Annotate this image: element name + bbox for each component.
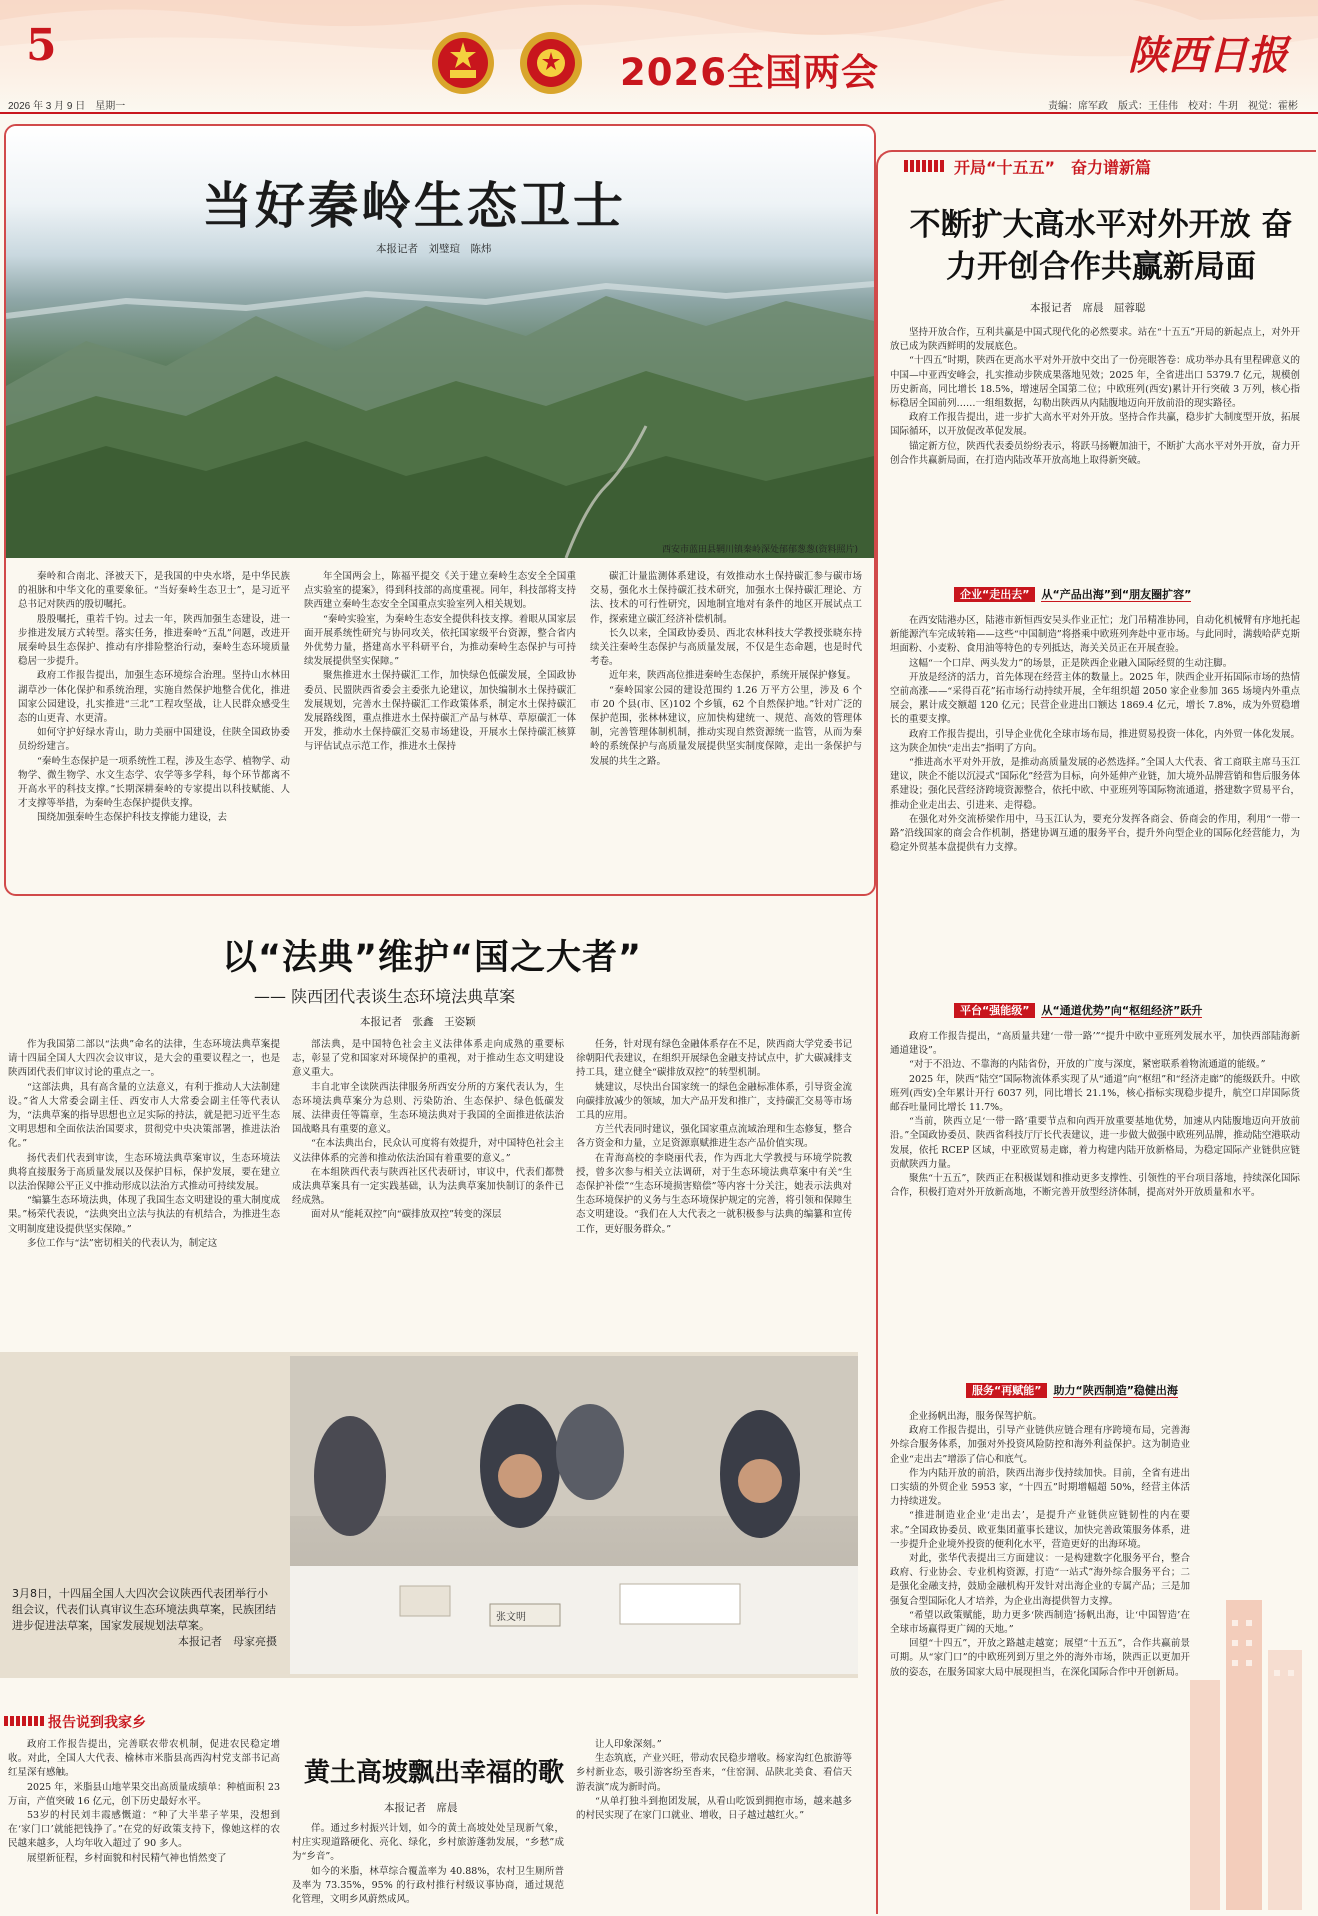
paragraph: 展望新征程，乡村面貌和村民精气神也悄然变了 [27,1852,227,1864]
paragraph: 53岁的村民刘丰霞感慨道：“种了大半辈子苹果，没想到在‘家门口’就能把钱挣了。”在党的好政策支持下，像她这样的农民越来越多，人均年收入超过了 90 多人。 [8,1810,280,1850]
paragraph: 2025 年，陕西“陆空”国际物流体系实现了从“通道”向“枢纽”和“经济走廊”的能级跃升。中欧班列(西安)全年累计开行 6037 列，同比增长 21.1%，核心指标实现稳步提升，航空口岸国际货邮吞吐量同比增长 11.7%。 [890,1073,1300,1114]
photo2-caption-text: 3月8日，十四届全国人大四次会议陕西代表团举行小组会议，代表们认真审议生态环境法典草案，民族团结进步促进法草案，国家发展规划法草案。 [12,1587,276,1632]
paragraph: 在青海高校的李晓丽代表，作为西北大学教授与环境学院教授，曾多次参与相关立法调研，对于生态环境法典草案中有关“生态保护补偿”“生态环境损害赔偿”等内容十分关注，她表示法典对生态环境保护的义务与生态环境保护规定的完善，将引领和保障生态文明建设。“我们在人大代表之一就积极参与法典的编纂和宣传工作，更好服务群众。” [576,1152,852,1235]
kicker-ornament [4,1716,44,1726]
bottom-intro-column [8,1738,280,1912]
paragraph: 如何守护好绿水青山，助力美丽中国建设，住陕全国政协委员纷纷建言。 [18,727,290,753]
paragraph: 政府工作报告提出，完善联农带农机制，促进农民稳定增收。对此，全国人大代表、榆林市米脂县高西沟村党支部书记高红星深有感触。 [8,1739,280,1779]
paragraph: “秦岭国家公园的建设范围约 1.26 万平方公里，涉及 6 个市 20 个县(市、区)102 个乡镇，62 个自然保护地。”针对广泛的保护范围，张林林建议，应加快构建统一、规范、高效的管理体制，完善管理体制机制，推动实现自然资源统一监管，从而为秦岭的系统保护与高质量发展提供坚实制度保障，走出一条保护与发展的共生之路。 [590,684,862,767]
paragraph: 生态筑底，产业兴旺，带动农民稳步增收。杨家沟红色旅游等乡村新业态，吸引游客纷至沓来，“住窑洞、品陕北美食、看信天游表演”成为新时尚。 [576,1753,852,1793]
paragraph: 碳汇计量监测体系建设，有效推动水土保持碳汇参与碳市场交易，强化水土保持碳汇技术研究，加强水土保持碳汇理论、方法、技术的可行性研究，因地制宜地对有条件的地区开展试点工作，探索建立碳汇经济补偿机制。 [590,571,862,625]
paragraph: 政府工作报告提出，加强生态环境综合治理。坚持山水林田湖草沙一体化保护和系统治理，实施自然保护地整合优化，推进国家公园建设，扎实推进“三北”工程攻坚战，让人民群众感受生态的山更青、水更清。 [18,670,290,725]
paragraph: 坚持开放合作，互利共赢是中国式现代化的必然要求。站在“十五五”开局的新起点上，对外开放已成为陕西鲜明的发展底色。 [890,327,1300,353]
paragraph: 围绕加强秦岭生态保护科技支撑能力建设，去 [37,812,228,824]
article2-column-3 [576,1038,852,1348]
editor-credits: 责编：席军政 版式：王佳伟 校对：牛玥 视觉：霍彬 [1048,101,1298,112]
paragraph: 回望“十四五”，开放之路越走越宽；展望“十五五”，合作共赢前景可期。从“家门口”的中欧班列到万里之外的海外市场，陕西正以更加开放的姿态，在服务国家大局中展现担当，在深化国际合作中开创新局。 [890,1638,1190,1678]
article2-column-1 [8,1038,280,1348]
section1-tag: 企业“走出去” [954,587,1035,602]
kicker-ornament [904,160,946,172]
issue-date: 2026 年 3 月 9 日 星期一 [8,101,126,112]
paragraph: 聚焦“十五五”，陕西正在积极谋划和推动更多支撑性、引领性的平台项目落地，持续深化国际合作，积极打造对外开放新高地，不断完善开放型经济体制，提高对外开放质量和水平。 [890,1173,1300,1199]
paragraph: “当前，陕西立足‘一带一路’重要节点和向西开放重要基地优势，加速从内陆腹地迈向开放前沿。”全国政协委员、陕西省科技厅厅长代表建议，进一步做大做强中欧班列品牌，推动陆空港联动发展，依托 RCEP 区域，中亚欧贸易走廊，着力构建内陆开放新格局，为稳定国际产业链供应链贡献陕西力量。 [890,1116,1300,1170]
paragraph: 2025 年，米脂县山地苹果交出高质量成绩单：种植面积 23 万亩，产值突破 16 亿元，创下历史最好水平。 [8,1781,280,1807]
section3-title: 助力“陕西制造”稳健出海 [1053,1384,1178,1397]
national-emblem-icon [430,30,496,96]
nameplate: 张文明 [496,1612,526,1623]
article4-column-2 [576,1738,852,1912]
paragraph: 秦岭和合南北、泽被天下，是我国的中央水塔，是中华民族的祖脉和中华文化的重要象征。“当好秦岭生态卫士”，是习近平总书记对陕西的殷切嘱托。 [18,571,290,611]
paragraph: 年全国两会上，陈福平提交《关于建立秦岭生态安全全国重点实验室的提案》，得到科技部的高度重视。同年，科技部将支持陕西建立秦岭生态安全全国重点实验室列入相关规划。 [304,571,576,611]
article2-title: 以“法典”维护“国之大者” [222,938,643,978]
qinling-landscape-photo [6,126,874,558]
paragraph: 丰自北审全读陕西法律服务所西安分所的方案代表认为，生态环境法典草案分为总则、污染防治、生态保护、绿色低碳发展、法律责任等篇章，生态环境法典对于我国的全面推进依法治国战略具有重要的意义。 [292,1081,564,1136]
photo2-caption [12,1586,277,1650]
paragraph: “编纂生态环境法典，体现了我国生态文明建设的重大制度成果。”杨荣代表说，“法典突出立法与执法的有机结合，为推进生态文明制度建设提供坚实保障。” [8,1195,280,1235]
paragraph: 多位工作与“法”密切相关的代表认为，制定这 [27,1237,218,1249]
paragraph: 面对从“能耗双控”向“碳排放双控”转变的深层 [311,1209,502,1221]
section1-body [890,614,1300,986]
article4-title: 黄土高坡飘出幸福的歌 [304,1758,565,1788]
paragraph: 政府工作报告提出，引导产业链供应链合理有序跨境布局，完善海外综合服务体系，加强对外投资风险防控和海外利益保护。这为制造业企业“走出去”增添了信心和底气。 [890,1425,1190,1465]
paragraph: 部法典，是中国特色社会主义法律体系走向成熟的重要标志，彰显了党和国家对环境保护的重视，对于推动生态文明建设意义重大。 [292,1039,564,1079]
paragraph: 在本组陕西代表与陕西社区代表研讨，审议中，代表们都赞成法典草案具有一定实践基础，认为法典草案加快制订的条件已经成熟。 [292,1166,564,1207]
page-number: 5 [26,20,57,71]
paragraph: 对此，张华代表提出三方面建议：一是构建数字化服务平台，整合政府、行业协会、专业机构资源，打造“一站式”海外综合服务平台；二是强化金融支持，鼓励金融机构开发针对出海企业的专属产品；三是加强复合型国际化人才培养，为企业出海提供智力支撑。 [890,1553,1190,1607]
article1-column-3 [590,570,862,890]
paragraph: 开放是经济的活力，首先体现在经营主体的数量上。2025 年，陕西企业开拓国际市场的热情空前高涨——“采得百花”拓市场行动持续开展，全年组织超 2050 家企业参加 365 场境内外重点展会，累计成交额超 120 亿元；民营企业进出口额达 1869.4 亿元，增长 7.8%，成为外贸稳增长的重要支撑。 [890,671,1300,726]
cppcc-emblem-icon [518,30,584,96]
paragraph: “这部法典，具有高含量的立法意义，有利于推动人大法制建设。”省人大常委会副主任、西安市人大常委会副主任等代表认为，“法典草案的指导思想也立足实际的持法，就是把习近平生态文明思想和全面依法治国要求，贯彻党中央决策部署，推进法治化。” [8,1081,280,1150]
city-skyline-illustration [1180,1560,1310,1910]
section-kicker: 报告说到我家乡 [48,1715,146,1731]
right-kicker: 开局“十五五” 奋力谱新篇 [954,158,1152,177]
paragraph: 企业扬帆出海，服务保驾护航。 [909,1411,1043,1422]
paragraph: 政府工作报告提出，“高质量共建‘一带一路’”“提升中欧中亚班列发展水平，加快西部陆海新通道建设”。 [890,1031,1300,1057]
paragraph: 任务，针对现有绿色金融体系存在不足，陕西商大学党委书记徐朝阳代表建议，在组织开展绿色金融支持试点中，扩大碳减排支持工具，建立健全“碳排放双控”的转型机制。 [576,1039,852,1079]
newspaper-logo: 陕西日报 [1128,32,1288,79]
section2-tag: 平台“强能级” [954,1003,1035,1018]
paragraph: “推进制造业企业‘走出去’，是提升产业链供应链韧性的内在要求。”全国政协委员、欧亚集团董事长建议，加快完善政策服务体系，进一步提升企业境外投资的便利化水平，营造更好的出海环境。 [890,1510,1190,1550]
article1-column-1 [18,570,290,890]
paragraph: 作为内陆开放的前沿，陕西出海步伐持续加快。目前，全省有进出口实绩的外贸企业 5953 家，“十四五”时期增幅超 50%，经营主体活力持续迸发。 [890,1467,1190,1508]
masthead-title: 2026全国两会 [620,51,879,94]
paragraph: 如今的米脂，林草综合覆盖率为 40.88%，农村卫生厕所普及率为 73.35%，95% 的行政村推行村级议事协商，通过规范化管理，文明乡风蔚然成风。 [292,1865,564,1906]
section3-banner [966,1382,1178,1398]
section3-tag: 服务“再赋能” [966,1383,1047,1398]
paragraph: “推进高水平对外开放，是推动高质量发展的必然选择。”全国人大代表、省工商联主席马玉江建议，陕企不能以沉浸式“国际化”经营为目标，向外延伸产业链，加大境外品牌营销和售后服务体系建设；强化民营经济跨境资源整合，依托中欧、中亚班列等国际物流通道，搭建数字贸易平台，推动企业走出去、引进来、走得稳。 [890,757,1300,811]
article4-byline: 本报记者 席晨 [384,1802,458,1814]
section1-banner [954,586,1191,602]
paragraph: 方兰代表同时建议，强化国家重点流域治理和生态修复，整合各方资金和力量，立足资源禀赋推进生态产品价值实现。 [576,1124,852,1150]
right-headline: 不断扩大高水平对外开放 奋力开创合作共赢新局面 [909,207,1293,285]
paragraph: 锚定新方位，陕西代表委员纷纷表示，将跃马扬鞭加油干，不断扩大高水平对外开放，奋力开创合作共赢新局面，在打造内陆改革开放高地上取得新突破。 [890,440,1300,466]
paragraph: 让人印象深刻。” [595,1739,662,1750]
paragraph: 政府工作报告提出，进一步扩大高水平对外开放。坚持合作共赢，稳步扩大制度型开放，拓展国际循环，以开放促改革促发展。 [890,412,1300,438]
meeting-scene-illustration [290,1356,858,1674]
header-divider [0,112,1318,114]
article-byline: 本报记者 刘璧瑄 陈炜 [376,243,492,255]
article2-subtitle: —— 陕西团代表谈生态环境法典草案 [254,987,516,1006]
paragraph: 扬代表们代表到审读，生态环境法典草案审议，生态环境法典将直接服务于高质量发展以及保护目标，保护发展，要在建立以法治保障公平正义中推动形成以法治方式推动可持续发展。 [8,1152,280,1193]
paragraph: 长久以来，全国政协委员、西北农林科技大学教授张晓东持续关注秦岭生态保护与高质量发展，不仅是生态命题，也是时代考卷。 [590,627,862,668]
paragraph: “从单打独斗到抱团发展，从看山吃饭到拥抱市场，越来越多的村民实现了在家门口就业、增收，日子越过越红火。” [576,1795,852,1822]
paragraph: “对于不沿边、不靠海的内陆省份，开放的广度与深度，紧密联系着物流通道的能级。” [909,1059,1266,1071]
article4-column-1 [292,1822,564,1912]
paragraph: 聚焦推进水土保持碳汇工作，加快绿色低碳发展，全国政协委员、民盟陕西省委会主委张九论建议，加快编制水土保持碳汇发展规划，完善水土保持碳汇工作政策体系，制定水土保持碳汇发展路线图，重点推进水土保持碳汇产品与林草、草原碳汇一体开发，推动水土保持碳汇交易市场建设，开展水土保持碳汇核算与评估试点示范工作，推进水土保持 [304,670,576,753]
paragraph: 作为我国第二部以“法典”命名的法律，生态环境法典草案提请十四届全国人大四次会议审议，是大会的重要议程之一，也是陕西团代表们审议讨论的重点之一。 [8,1039,280,1079]
paragraph: 近年来，陕西高位推进秦岭生态保护，系统开展保护修复。 [609,670,857,682]
right-byline: 本报记者 席晨 屈蓉聪 [1030,302,1146,314]
paragraph: “秦岭生态保护是一项系统性工程，涉及生态学、植物学、动物学、微生物学、水文生态学、农学等多学科，每个环节都离不开高水平的科技支撑。”长期深耕秦岭的专家提出以科技赋能、人才支撑等举措，为秦岭生态保护提供支撑。 [18,755,290,810]
paragraph: 姚建议，尽快出台国家统一的绿色金融标准体系，引导资金流向碳排放减少的领域，加大产品开发和推广，支持碳汇交易等市场工具的应用。 [576,1081,852,1122]
article1-column-2 [304,570,576,890]
section1-title: 从“产品出海”到“朋友圈扩容” [1041,588,1192,601]
paragraph: 在强化对外交流桥梁作用中，马玉江认为，要充分发挥各商会、侨商会的作用，利用“一带一路”沿线国家的商会合作机制，搭建协调互通的服务平台，提升外向型企业的国际化经营能力，为稳定外贸基本盘提供有力支撑。 [890,813,1300,854]
paragraph: 这幅“一个口岸、两头发力”的场景，正是陕西企业融入国际经贸的生动注脚。 [909,657,1233,669]
paragraph: 政府工作报告提出，引导企业优化全球市场布局，推进贸易投资一体化，内外贸一体化发展。这为陕企加快“走出去”指明了方向。 [890,728,1300,754]
paragraph: “十四五”时期，陕西在更高水平对外开放中交出了一份亮眼答卷：成功举办具有里程碑意义的中国—中亚西安峰会，扎实推动步陕成果落地见效；2025 年，全省进出口 5379.7 亿元，规模创历史新高，同比增长 18.5%，增速居全国第二位；中欧班列(西安)累计开行突破 3 万列，核心指标稳居全国前列……一组组数据，勾勒出陕西从内陆腹地迈向开放前沿的现实路径。 [890,355,1300,410]
paragraph: “秦岭实验室，为秦岭生态安全提供科技支撑。着眼从国家层面开展系统性研究与协同攻关，依托国家级平台资源，整合省内外优势力量，搭建高水平科研平台，为推动秦岭生态保护与可持续发展提供坚实保障。” [304,613,576,668]
article2-byline: 本报记者 张鑫 王姿颖 [360,1016,476,1028]
paragraph: 佯。通过乡村振兴计划，如今的黄土高坡处处呈现新气象，村庄实现道路硬化、亮化、绿化，乡村旅游蓬勃发展，“乡愁”成为“乡音”。 [292,1823,564,1863]
paragraph: “在本法典出台，民众认可度将有效提升，对中国特色社会主义法律体系的完善和推动依法治国有着重要的意义。” [292,1138,564,1164]
article2-column-2 [292,1038,564,1348]
paragraph: 殷殷嘱托，重若千钧。过去一年，陕西加强生态建设，进一步推进发展方式转型。落实任务，推进秦岭“五乱”问题，改进开展秦岭县生态保护、推动有序排险整治行动，秦岭生态环境质量稳居一步提升。 [18,613,290,668]
section2-banner [954,1002,1202,1018]
section2-body [890,1030,1300,1366]
article-title: 当好秦岭生态卫士 [202,177,626,235]
section3-body [890,1410,1190,1910]
paragraph: 在西安陆港办区，陆港市新恒西安吴头作业正忙；龙门吊精准协同，自动化机械臂有序地托起新能源汽车完成转箱——这些“中国制造”将搭乘中欧班列奔赴中亚市场。与此同时，满载哈萨克斯坦面粉、小麦粉、食用油等特色的专列抵达，海关关员正在开展查验。 [890,615,1300,655]
section2-title: 从“通道优势”向“枢纽经济”跃升 [1041,1004,1203,1017]
feature-article-box [4,124,876,896]
photo-caption: 西安市蓝田县辋川镇秦岭深处郁郁葱葱(资料照片) [661,545,858,555]
delegates-meeting-photo [290,1356,858,1674]
photo2-credit: 本报记者 母家亮摄 [178,1635,277,1648]
paragraph: “希望以政策赋能，助力更多‘陕西制造’扬帆出海，让‘中国智造’在全球市场赢得更广阔的天地。” [890,1609,1190,1636]
right-intro [890,326,1300,576]
